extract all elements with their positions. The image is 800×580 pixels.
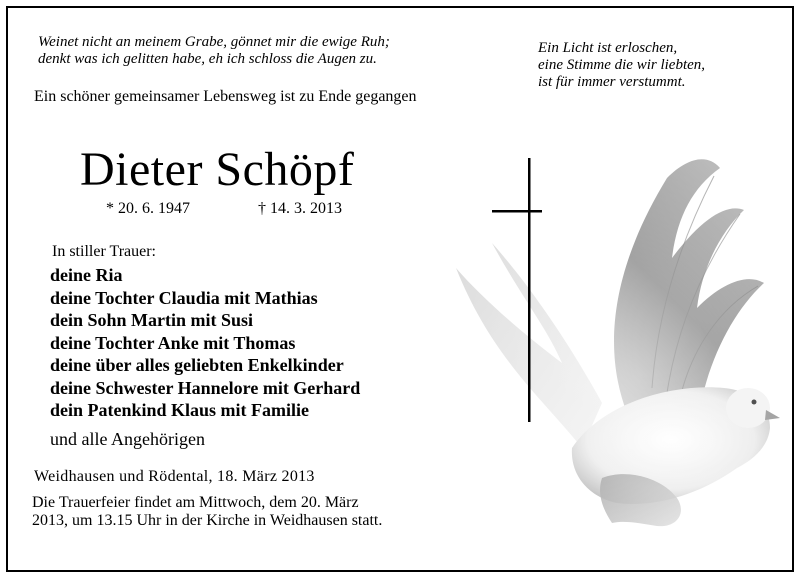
mourning-heading: In stiller Trauer: — [52, 243, 156, 260]
birth-date: * 20. 6. 1947 — [106, 200, 190, 217]
quote-left-line-1: Weinet nicht an meinem Grabe, gönnet mir die ewige Ruh; — [38, 34, 390, 50]
quote-right-line-2: eine Stimme die wir liebten, — [538, 57, 706, 73]
funeral-service-text: Die Trauerfeier findet am Mittwoch, dem 20. März 2013, um 13.15 Uhr in der Kirche in Weidhausen statt. — [32, 494, 383, 529]
obituary-card — [6, 6, 794, 572]
mourner-item: dein Patenkind Klaus mit Familie — [50, 400, 310, 420]
quote-right-line-3: ist für immer verstummt. — [538, 74, 686, 90]
quote-right-line-1: Ein Licht ist erloschen, — [538, 40, 678, 56]
dove-image — [452, 148, 788, 566]
mourner-item: dein Sohn Martin mit Susi — [50, 310, 254, 330]
mourner-item: deine Schwester Hannelore mit Gerhard — [50, 377, 361, 398]
intro-text: Ein schöner gemeinsamer Lebensweg ist zu Ende gegangen — [34, 88, 417, 105]
quote-left — [38, 34, 390, 68]
cross-icon — [452, 148, 542, 428]
mourner-item: deine über alles geliebten Enkelkinder — [50, 355, 344, 375]
deceased-name: Dieter Schöpf — [80, 143, 355, 196]
quote-left-line-2: denkt was ich gelitten habe, eh ich schloss die Augen zu. — [38, 51, 377, 67]
mourners-list — [50, 264, 360, 422]
mourner-item: deine Tochter Claudia mit Mathias — [50, 287, 318, 308]
mourner-item: deine Ria — [50, 265, 123, 285]
mourning-closing: und alle Angehörigen — [50, 429, 205, 449]
death-date: † 14. 3. 2013 — [258, 200, 342, 217]
quote-right — [538, 40, 705, 91]
place-date: Weidhausen und Rödental, 18. März 2013 — [34, 468, 315, 485]
mourner-item: deine Tochter Anke mit Thomas — [50, 332, 296, 353]
